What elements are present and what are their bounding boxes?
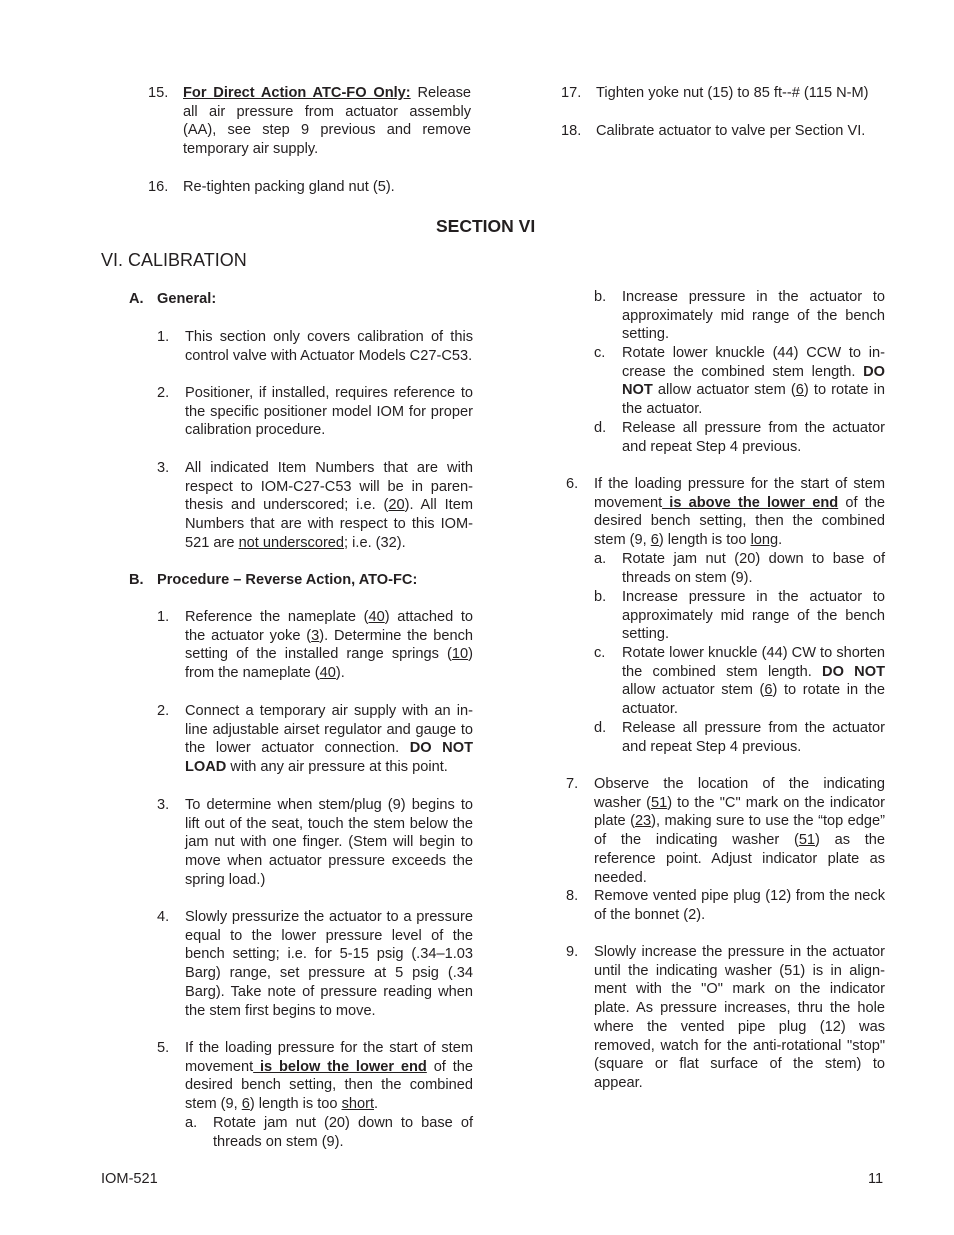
procedure-step-5b: Increase pressure in the actuator to approximately mid range of the bench setting. — [622, 289, 885, 343]
procedure-step-8: Remove vented pipe plug (12) from the neck of the bonnet (2). — [594, 888, 885, 923]
item-number: 9. — [566, 944, 579, 960]
procedure-step-6c: Rotate lower knuckle (44) CW to shorten the combined stem length. DO NOT allow actuator stem (6) to rotate in the actuator. — [622, 645, 885, 718]
procedure-step-5: If the loading pressure for the start of stem movement is below the lower end of the desired bench setting, then the combined stem (9, 6) length is too short. — [185, 1040, 473, 1113]
item-number: 3. — [157, 797, 170, 813]
item-number: 8. — [566, 888, 579, 904]
sub-step-letter: d. — [594, 420, 607, 436]
general-item-1: This section only covers calibration of this control valve with Actuator Models C27-C53. — [185, 329, 473, 364]
section-title: SECTION VI — [436, 216, 536, 236]
item-number: 3. — [157, 460, 170, 476]
sub-step-letter: c. — [594, 345, 606, 361]
item-number: 16. — [148, 179, 169, 195]
item-number: 1. — [157, 609, 170, 625]
procedure-step-6b: Increase pressure in the actuator to approximately mid range of the bench setting. — [622, 589, 885, 643]
procedure-step-6: If the loading pressure for the start of stem movement is above the lower end of the desired bench setting, then the combined stem (9, 6) length is too long. — [594, 476, 885, 549]
sub-step-letter: d. — [594, 720, 607, 736]
item-number: 4. — [157, 909, 170, 925]
step-15-text: For Direct Action ATC-FO Only: Release all air pressure from actuator assembly (AA), see step 9 previous and remove temporary air supply. — [183, 85, 471, 158]
procedure-step-9: Slowly increase the pressure in the actuator until the indicating washer (51) is in align-ment with the "O" mark on the indicator plate. As pressure increases, thru the hole where the vented pipe plug (12) was removed, watch for the anti-rotational "stop" (square or flat surface of the stem) to appear. — [594, 944, 885, 1091]
sub-step-letter: b. — [594, 589, 607, 605]
item-number: 6. — [566, 476, 579, 492]
procedure-step-1: Reference the nameplate (40) attached to the actuator yoke (3). Determine the bench setting of the installed range springs (10) from the nameplate (40). — [185, 609, 474, 682]
item-number: 5. — [157, 1040, 170, 1056]
sub-step-letter: c. — [594, 645, 606, 661]
item-number: 1. — [157, 329, 170, 345]
step-16-text: Re-tighten packing gland nut (5). — [183, 179, 395, 195]
item-number: 2. — [157, 703, 170, 719]
calibration-heading: VI. CALIBRATION — [101, 250, 247, 270]
step-15-label: For Direct Action ATC-FO Only: — [183, 85, 411, 101]
footer-doc-id: IOM-521 — [101, 1171, 158, 1187]
procedure-step-3: To determine when stem/plug (9) begins to lift out of the seat, touch the stem below the jam nut with one finger. (Stem will begin to move when actuator pressure exceeds the spring load.) — [185, 797, 473, 888]
item-number: 18. — [561, 123, 582, 139]
sub-step-letter: a. — [185, 1115, 198, 1131]
subsection-title-procedure: Procedure – Reverse Action, ATO-FC: — [157, 572, 418, 588]
procedure-step-5c: Rotate lower knuckle (44) CCW to in-crease the combined stem length. DO NOT allow actuator stem (6) to rotate in the actuator. — [622, 345, 885, 418]
procedure-step-5a: Rotate jam nut (20) down to base of threads on stem (9). — [213, 1115, 473, 1150]
step-17-text: Tighten yoke nut (15) to 85 ft--# (115 N-M) — [596, 85, 869, 101]
item-number: 17. — [561, 85, 582, 101]
sub-step-letter: a. — [594, 551, 607, 567]
procedure-step-2: Connect a temporary air supply with an in-line adjustable airset regulator and gauge to the lower actuator connection. DO NOT LOAD with any air pressure at this point. — [185, 703, 473, 776]
general-item-2: Positioner, if installed, requires reference to the specific positioner model IOM for proper calibration procedure. — [185, 385, 473, 439]
item-number: 7. — [566, 776, 579, 792]
subsection-letter: A. — [129, 291, 144, 307]
procedure-step-5d: Release all pressure from the actuator and repeat Step 4 previous. — [622, 420, 885, 455]
procedure-step-4: Slowly pressurize the actuator to a pressure equal to the lower pressure level of the bench setting; i.e. for 5-15 psig (.34–1.03 Barg) range, set pressure at 5 psig (.34 Barg). Take note of pressure reading when the stem first begins to move. — [185, 909, 473, 1019]
step-18-text: Calibrate actuator to valve per Section VI. — [596, 123, 866, 139]
procedure-step-7: Observe the location of the indicating washer (51) to the "C" mark on the indicator plate (23), making sure to use the “top edge” of the indicating washer (51) as the reference point. Adjust indicator plate as needed. — [594, 776, 885, 886]
sub-step-letter: b. — [594, 289, 607, 305]
subsection-letter: B. — [129, 572, 144, 588]
item-number: 2. — [157, 385, 170, 401]
item-number: 15. — [148, 85, 169, 101]
subsection-title-general: General: — [157, 291, 217, 307]
procedure-step-6d: Release all pressure from the actuator and repeat Step 4 previous. — [622, 720, 885, 755]
procedure-step-6a: Rotate jam nut (20) down to base of threads on stem (9). — [622, 551, 885, 586]
general-item-3: All indicated Item Numbers that are with respect to IOM-C27-C53 will be in paren-thesis and underscored; i.e. (20). All Item Numbers that are with respect to this IOM-521 are not underscored; i.e. (32). — [185, 460, 473, 551]
footer-page-number: 11 — [868, 1171, 884, 1187]
